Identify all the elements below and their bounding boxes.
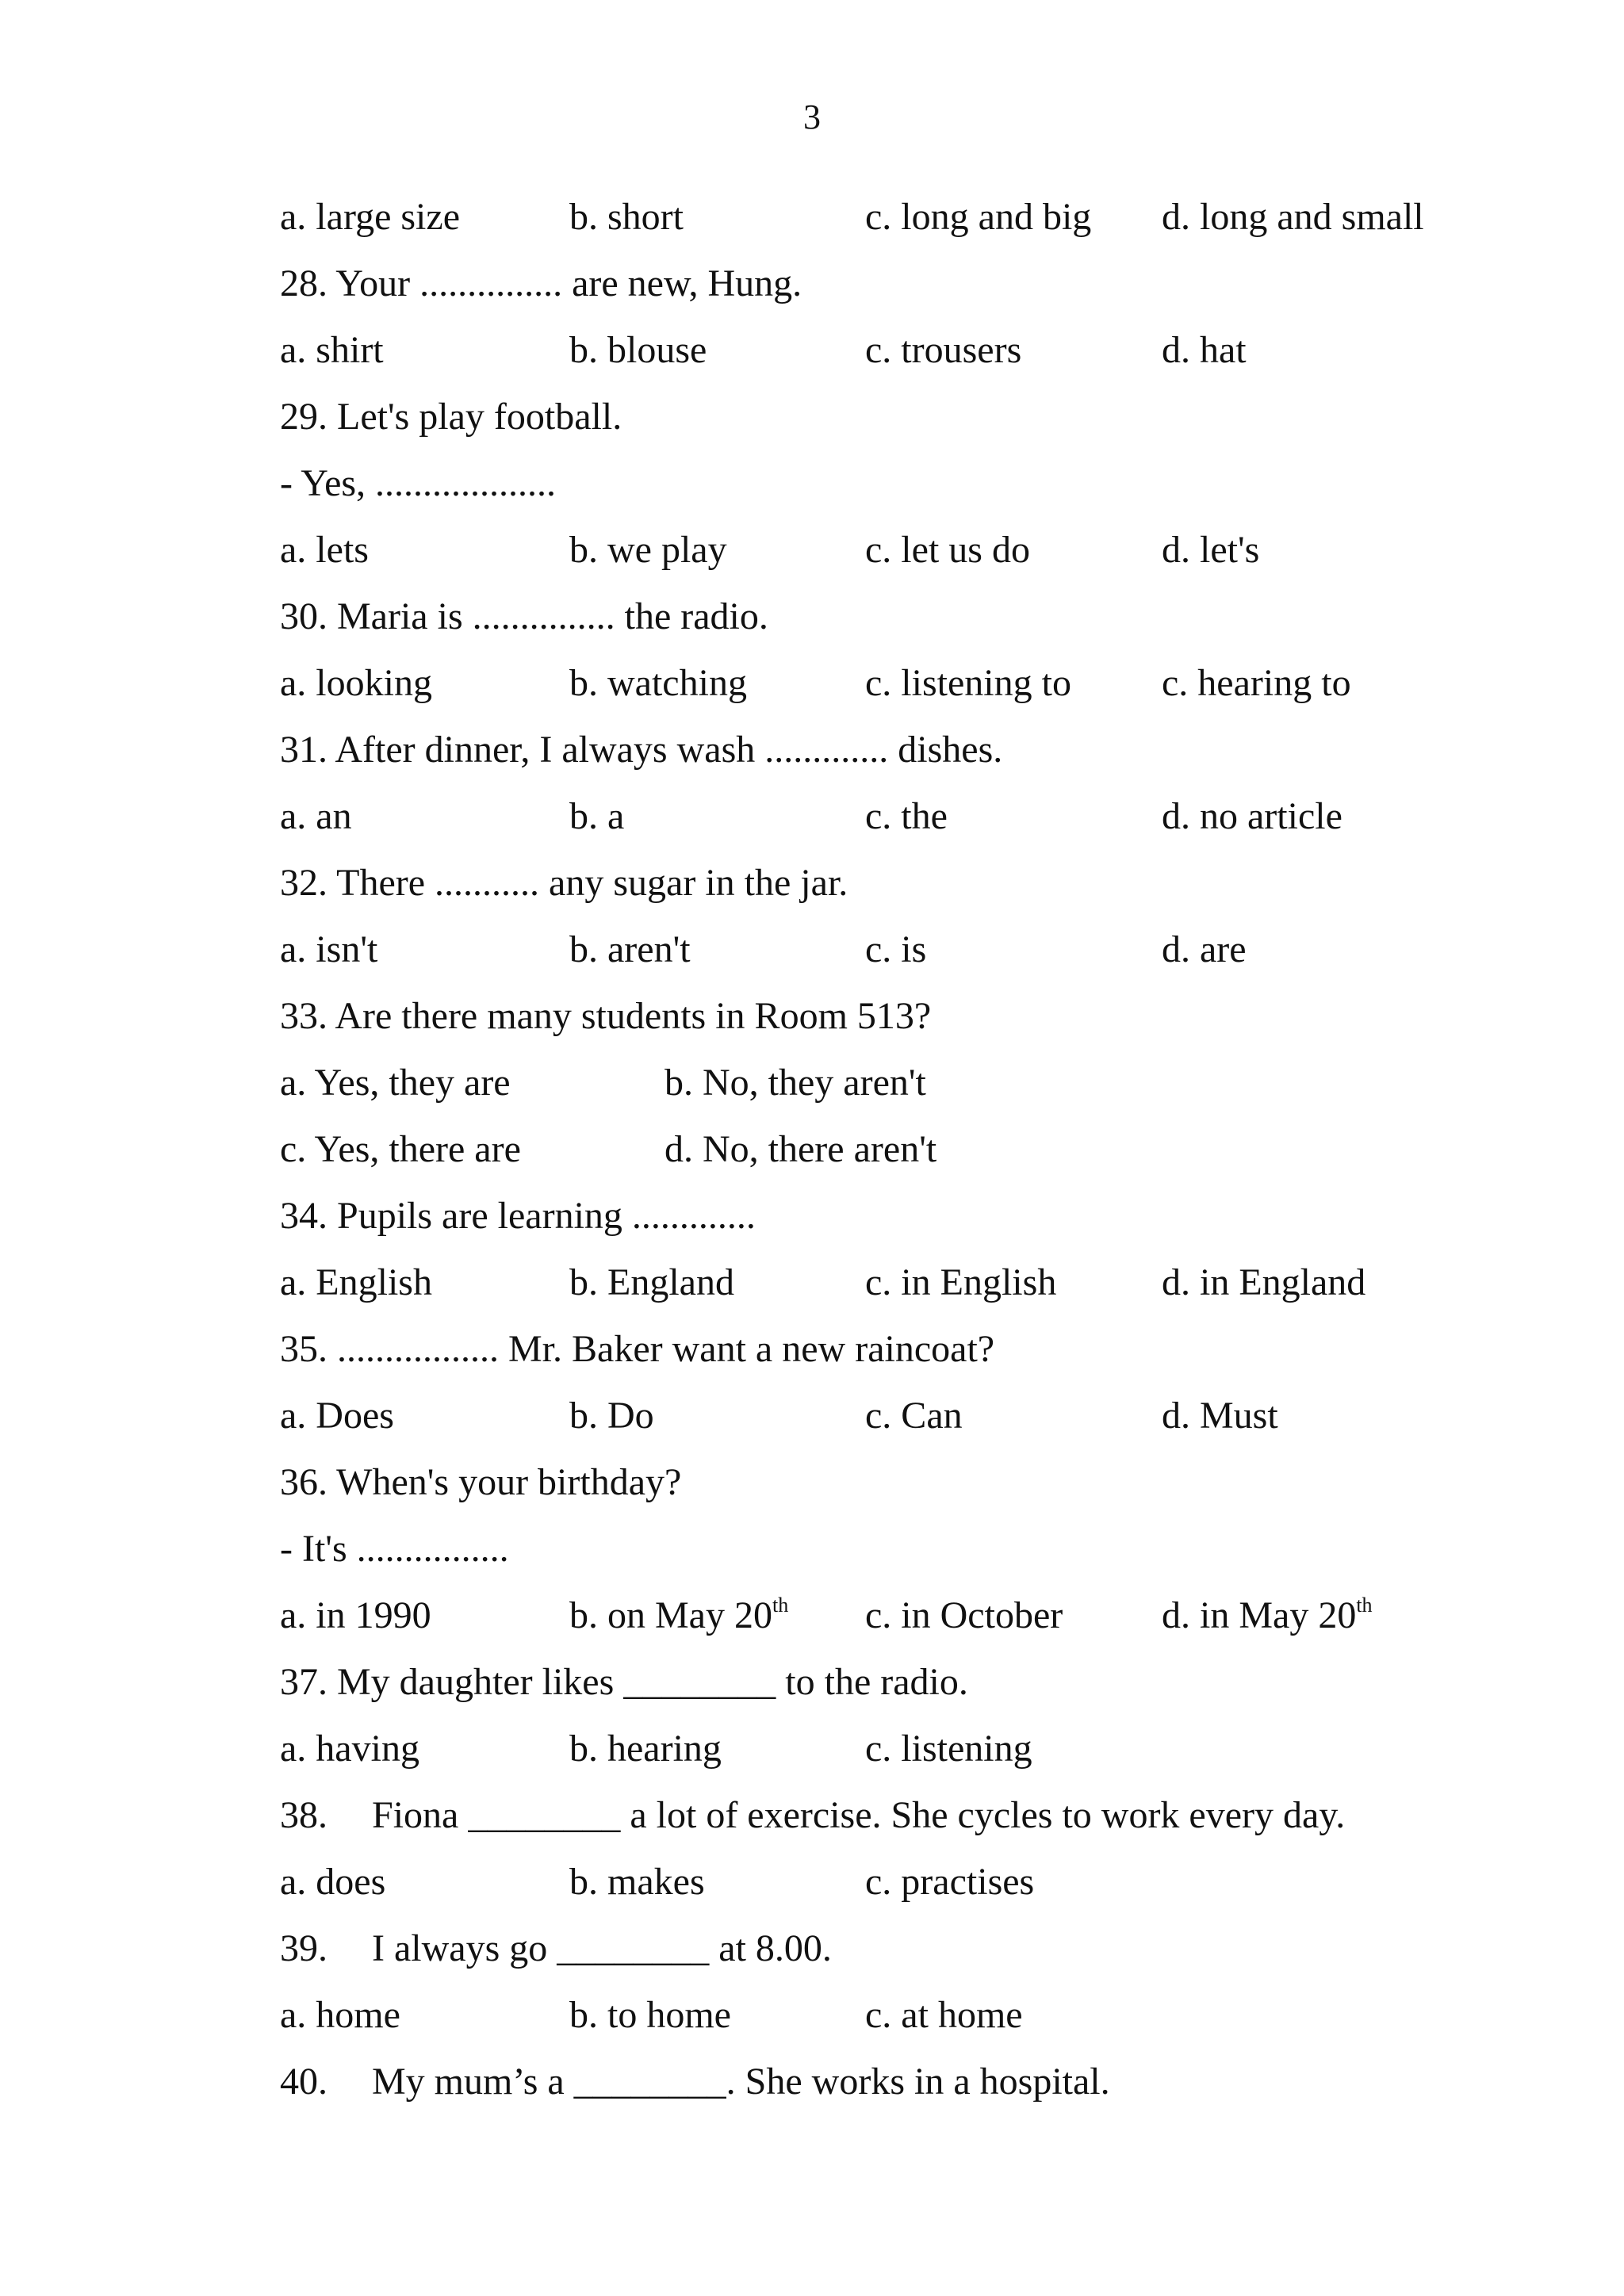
q37-option-b: b. hearing <box>569 1728 722 1770</box>
q34-options-row <box>280 1254 1588 1321</box>
q30-option-a: a. looking <box>280 662 432 704</box>
q39-option-a: a. home <box>280 1994 400 2036</box>
q28-question: 28. Your ............... are new, Hung. <box>280 262 802 304</box>
q32-question: 32. There ........... any sugar in the jar. <box>280 862 848 904</box>
q37-question: 37. My daughter likes ________ to the radio. <box>280 1661 968 1703</box>
q27-option-c: c. long and big <box>865 196 1092 238</box>
q34-option-b: b. England <box>569 1261 734 1303</box>
q31-options-row <box>280 788 1588 855</box>
q29-option-c: c. let us do <box>865 529 1030 571</box>
q35-option-d: d. Must <box>1162 1395 1278 1437</box>
q31-option-c: c. the <box>865 795 948 837</box>
q28-option-a: a. shirt <box>280 329 384 371</box>
q27-option-d: d. long and small <box>1162 196 1424 238</box>
q35-option-a: a. Does <box>280 1395 394 1437</box>
q33-option-a: a. Yes, they are <box>280 1062 511 1104</box>
q33-option-d: d. No, there aren't <box>665 1128 937 1170</box>
q35-question: 35. ................. Mr. Baker want a new raincoat? <box>280 1328 995 1370</box>
q38-text: Fiona ________ a lot of exercise. She cycles to work every day. <box>372 1794 1346 1836</box>
q39-number: 39. <box>280 1927 327 1969</box>
q33-question: 33. Are there many students in Room 513? <box>280 995 932 1037</box>
question-list <box>280 189 1588 2120</box>
q30-option-b: b. watching <box>569 662 747 704</box>
q36-options-row <box>280 1587 1588 1654</box>
q39-text: I always go ________ at 8.00. <box>372 1927 832 1969</box>
q31-option-b: b. a <box>569 795 625 837</box>
q36-option-d <box>1162 1587 1373 1644</box>
q29-option-d: d. let's <box>1162 529 1260 571</box>
q38-options-row <box>280 1854 1588 1920</box>
q27-option-a: a. large size <box>280 196 460 238</box>
q32-option-a: a. isn't <box>280 928 378 970</box>
q28-options-row <box>280 322 1588 388</box>
q33-options-row-2 <box>280 1121 1588 1188</box>
q36-reply: - It's ................ <box>280 1528 509 1570</box>
q39-options-row <box>280 1987 1588 2053</box>
q38-option-c: c. practises <box>865 1861 1035 1903</box>
q39-question <box>280 1920 1588 1987</box>
q31-question: 31. After dinner, I always wash ............. dishes. <box>280 729 1003 771</box>
q34-question: 34. Pupils are learning ............. <box>280 1195 756 1237</box>
q32-option-b: b. aren't <box>569 928 691 970</box>
q38-question <box>280 1787 1588 1854</box>
q40-question <box>280 2053 1588 2120</box>
q28-option-c: c. trousers <box>865 329 1022 371</box>
q32-options-row <box>280 921 1588 988</box>
q32-option-d: d. are <box>1162 928 1247 970</box>
q40-text: My mum’s a ________. She works in a hospital. <box>372 2061 1110 2103</box>
q33-option-c: c. Yes, there are <box>280 1128 521 1170</box>
q29-option-b: b. we play <box>569 529 727 571</box>
q31-option-a: a. an <box>280 795 352 837</box>
q37-options-row <box>280 1720 1588 1787</box>
q27-options-row <box>280 189 1588 255</box>
q37-option-c: c. listening <box>865 1728 1032 1770</box>
q39-option-b: b. to home <box>569 1994 731 2036</box>
q36-question: 36. When's your birthday? <box>280 1461 682 1503</box>
ordinal-suffix: th <box>1356 1594 1373 1617</box>
q30-option-c: c. listening to <box>865 662 1071 704</box>
q32-option-c: c. is <box>865 928 927 970</box>
q38-number: 38. <box>280 1794 327 1836</box>
q38-option-b: b. makes <box>569 1861 705 1903</box>
q34-option-a: a. English <box>280 1261 432 1303</box>
q38-option-a: a. does <box>280 1861 386 1903</box>
q35-options-row <box>280 1387 1588 1454</box>
q30-options-row <box>280 655 1588 721</box>
q33-options-row-1 <box>280 1054 1588 1121</box>
q35-option-c: c. Can <box>865 1395 963 1437</box>
q29-options-row <box>280 522 1588 588</box>
q35-option-b: b. Do <box>569 1395 654 1437</box>
q29-option-a: a. lets <box>280 529 369 571</box>
q31-option-d: d. no article <box>1162 795 1342 837</box>
q28-option-d: d. hat <box>1162 329 1247 371</box>
q28-option-b: b. blouse <box>569 329 707 371</box>
q29-reply: - Yes, ................... <box>280 462 557 504</box>
q36-option-b <box>569 1587 788 1644</box>
q37-option-a: a. having <box>280 1728 419 1770</box>
ordinal-suffix: th <box>772 1594 789 1617</box>
q29-question: 29. Let's play football. <box>280 396 622 438</box>
q30-question: 30. Maria is ............... the radio. <box>280 595 768 637</box>
q39-option-c: c. at home <box>865 1994 1023 2036</box>
q33-option-b: b. No, they aren't <box>665 1062 926 1104</box>
q36-option-a: a. in 1990 <box>280 1594 431 1636</box>
q36-option-c: c. in October <box>865 1594 1063 1636</box>
q34-option-d: d. in England <box>1162 1261 1366 1303</box>
q34-option-c: c. in English <box>865 1261 1057 1303</box>
q27-option-b: b. short <box>569 196 684 238</box>
q36-option-d-text: d. in May 20 <box>1162 1594 1357 1636</box>
q36-option-b-text: b. on May 20 <box>569 1594 772 1636</box>
page-number: 3 <box>803 98 821 136</box>
q30-option-d: c. hearing to <box>1162 662 1351 704</box>
q40-number: 40. <box>280 2061 327 2103</box>
